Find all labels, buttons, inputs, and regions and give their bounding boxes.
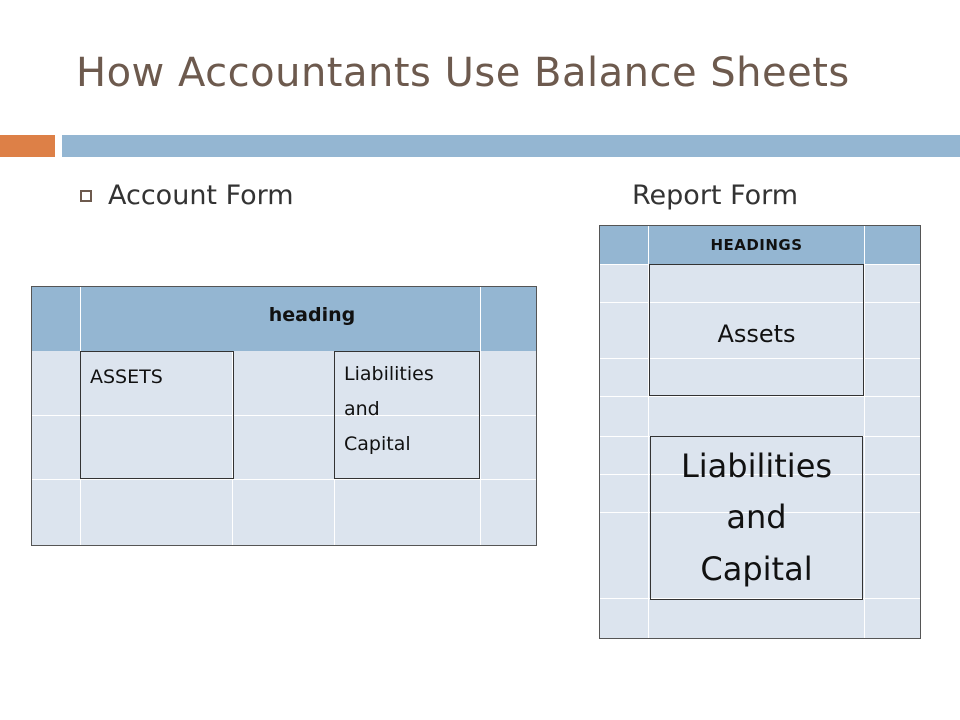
liabilities-line-3: Capital (344, 433, 411, 456)
report-form-heading: HEADINGS (710, 236, 803, 254)
accent-bar (0, 135, 55, 157)
column-rule (864, 226, 865, 638)
assets-label: ASSETS (90, 366, 163, 388)
account-form-heading: heading (268, 304, 356, 326)
liabilities-label (344, 357, 434, 462)
row-rule (600, 396, 920, 397)
title-underline-bar (62, 135, 960, 157)
liabilities-line-1: Liabilities (680, 447, 833, 486)
liabilities-label (650, 436, 863, 600)
liabilities-line-1: Liabilities (344, 363, 434, 385)
slide-title: How Accountants Use Balance Sheets (76, 50, 850, 96)
row-rule (32, 479, 536, 480)
liabilities-line-2: and (726, 498, 787, 537)
account-form-table (32, 287, 536, 545)
report-form-label: Report Form (632, 180, 799, 211)
square-bullet-icon (80, 190, 92, 202)
assets-label: Assets (717, 320, 796, 348)
bullet-account-form: Account Form (108, 180, 294, 211)
liabilities-line-3: Capital (700, 549, 813, 588)
liabilities-line-2: and (344, 398, 380, 421)
report-form-table (600, 226, 920, 638)
